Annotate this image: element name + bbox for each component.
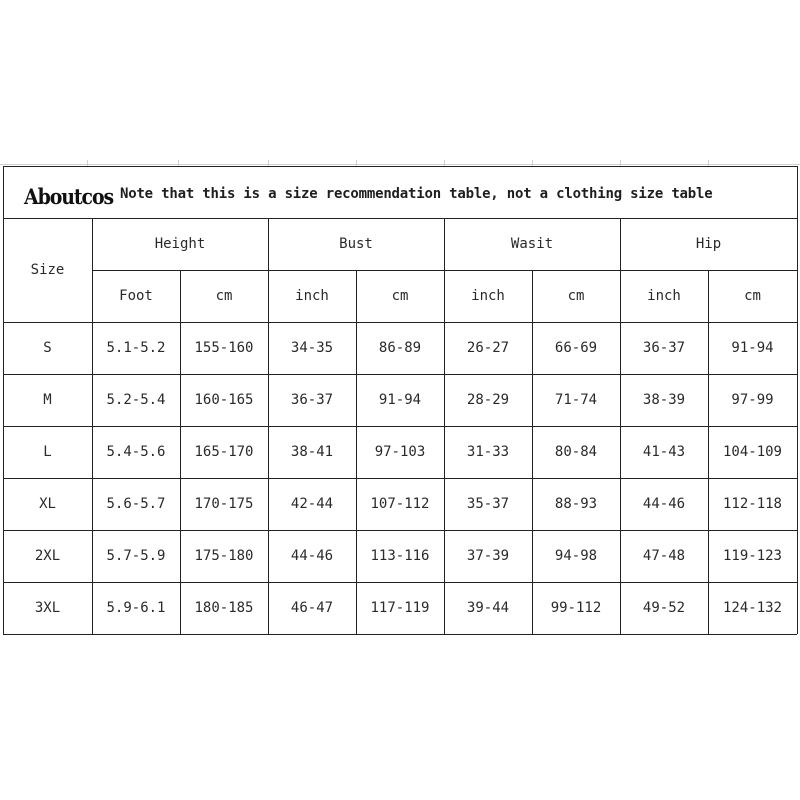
size-column-header: Size bbox=[30, 262, 65, 278]
size-value-cell: 175-180 bbox=[194, 548, 254, 564]
size-value-cell: 91-94 bbox=[731, 340, 774, 356]
brand-logo-text: Aboutcos bbox=[24, 184, 114, 209]
size-value-cell: 38-41 bbox=[290, 444, 334, 460]
size-value-cell: 41-43 bbox=[642, 444, 686, 460]
size-value-cell: 119-123 bbox=[722, 548, 782, 564]
hip-group-header: Hip bbox=[695, 236, 722, 252]
size-value-cell: 97-99 bbox=[731, 392, 774, 408]
size-value-cell: 36-37 bbox=[290, 392, 334, 408]
size-value-cell: 44-46 bbox=[642, 496, 686, 512]
size-value-cell: 5.4-5.6 bbox=[106, 444, 166, 460]
unit-header: cm bbox=[567, 288, 585, 304]
size-value-cell: 66-69 bbox=[554, 340, 598, 356]
size-value-cell: 37-39 bbox=[466, 548, 510, 564]
size-value-cell: 26-27 bbox=[466, 340, 510, 356]
size-value-cell: 104-109 bbox=[722, 444, 782, 460]
size-value-cell: 71-74 bbox=[554, 392, 598, 408]
size-value-cell: 160-165 bbox=[194, 392, 254, 408]
size-label-cell: S bbox=[43, 340, 52, 356]
unit-header: cm bbox=[744, 288, 761, 304]
size-value-cell: 34-35 bbox=[290, 340, 334, 356]
size-label-cell: XL bbox=[39, 496, 56, 512]
size-value-cell: 44-46 bbox=[290, 548, 334, 564]
table-row-divider bbox=[3, 634, 797, 635]
size-value-cell: 46-47 bbox=[290, 600, 334, 616]
size-label-cell: M bbox=[43, 392, 52, 408]
size-value-cell: 94-98 bbox=[554, 548, 598, 564]
size-value-cell: 86-89 bbox=[378, 340, 422, 356]
size-value-cell: 124-132 bbox=[722, 600, 782, 616]
size-value-cell: 5.1-5.2 bbox=[106, 340, 166, 356]
size-value-cell: 91-94 bbox=[378, 392, 422, 408]
size-value-cell: 47-48 bbox=[642, 548, 686, 564]
size-value-cell: 80-84 bbox=[554, 444, 598, 460]
bust-group-header: Bust bbox=[339, 236, 373, 252]
size-value-cell: 35-37 bbox=[466, 496, 510, 512]
size-recommendation-notice: Note that this is a size recommendation table, not a clothing size table bbox=[120, 186, 713, 202]
size-value-cell: 5.9-6.1 bbox=[106, 600, 166, 616]
size-label-cell: 3XL bbox=[34, 600, 61, 616]
size-value-cell: 170-175 bbox=[194, 496, 254, 512]
size-value-cell: 42-44 bbox=[290, 496, 334, 512]
size-value-cell: 165-170 bbox=[194, 444, 254, 460]
unit-header: inch bbox=[471, 288, 505, 304]
size-value-cell: 49-52 bbox=[642, 600, 686, 616]
unit-header: inch bbox=[647, 288, 681, 304]
size-value-cell: 180-185 bbox=[194, 600, 254, 616]
size-value-cell: 39-44 bbox=[466, 600, 510, 616]
table-border-top bbox=[3, 166, 797, 167]
unit-header: cm bbox=[391, 288, 409, 304]
size-label-cell: L bbox=[43, 444, 52, 460]
size-value-cell: 31-33 bbox=[466, 444, 510, 460]
size-value-cell: 97-103 bbox=[374, 444, 426, 460]
size-value-cell: 117-119 bbox=[370, 600, 430, 616]
size-value-cell: 5.2-5.4 bbox=[106, 392, 166, 408]
size-value-cell: 113-116 bbox=[370, 548, 430, 564]
size-value-cell: 5.6-5.7 bbox=[106, 496, 166, 512]
unit-header: inch bbox=[295, 288, 329, 304]
unit-header: Foot bbox=[119, 288, 153, 304]
table-border-right bbox=[797, 166, 798, 634]
size-value-cell: 155-160 bbox=[194, 340, 254, 356]
sheet-gridline bbox=[0, 164, 800, 165]
size-value-cell: 5.7-5.9 bbox=[106, 548, 166, 564]
height-group-header: Height bbox=[154, 236, 206, 252]
size-value-cell: 28-29 bbox=[466, 392, 510, 408]
size-value-cell: 107-112 bbox=[370, 496, 430, 512]
unit-header: cm bbox=[215, 288, 233, 304]
size-label-cell: 2XL bbox=[34, 548, 61, 564]
size-value-cell: 38-39 bbox=[642, 392, 686, 408]
size-value-cell: 88-93 bbox=[554, 496, 598, 512]
size-value-cell: 36-37 bbox=[642, 340, 686, 356]
waist-group-header: Wasit bbox=[510, 236, 554, 252]
size-value-cell: 112-118 bbox=[722, 496, 782, 512]
size-value-cell: 99-112 bbox=[550, 600, 602, 616]
